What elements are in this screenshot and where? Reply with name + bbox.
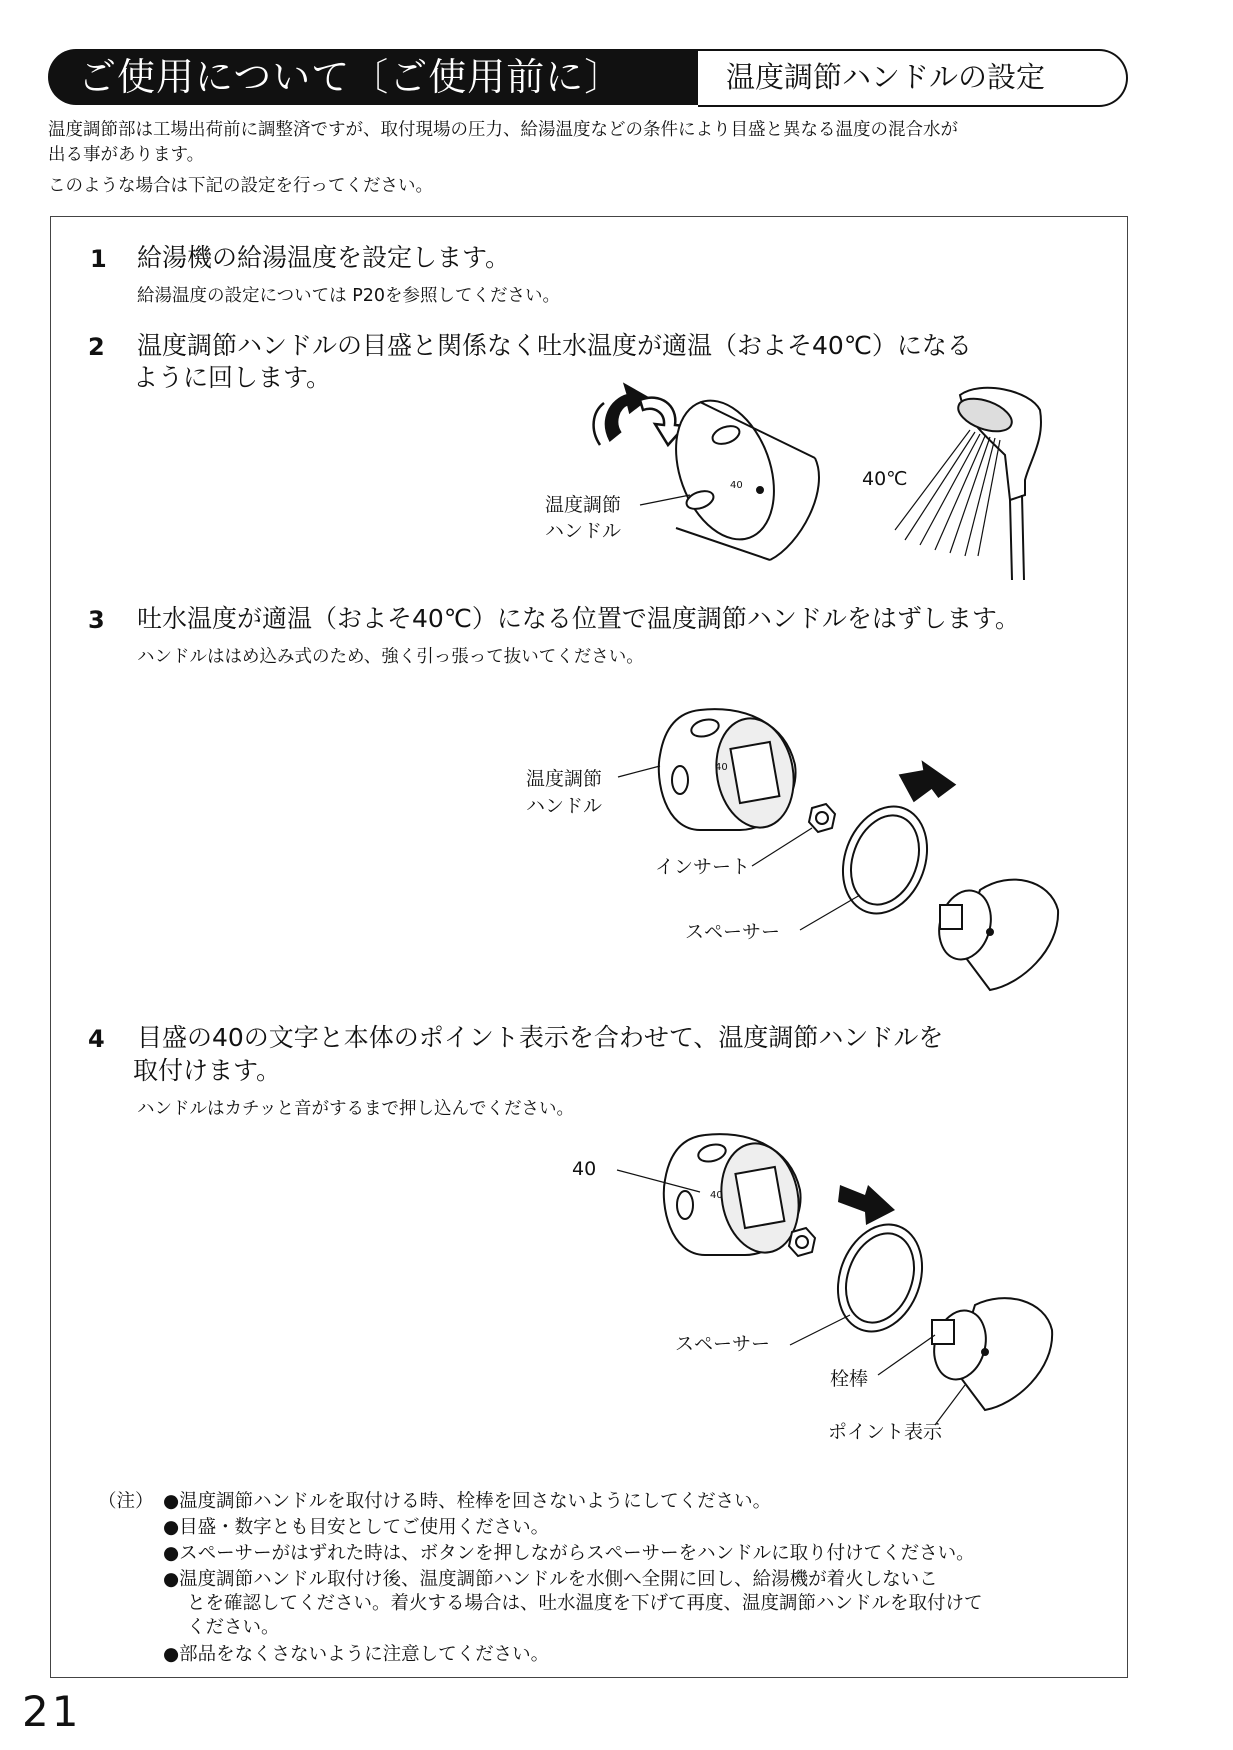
dial-mark-40: 40 — [730, 480, 743, 491]
intro-line-3: このような場合は下記の設定を行ってください。 — [48, 176, 433, 196]
fig4-direction-arrow-icon — [838, 1185, 895, 1225]
fig4-dial-mark-40: 40 — [710, 1190, 723, 1201]
fig4-handle-illustration — [664, 1134, 807, 1259]
note-item: ●温度調節ハンドル取付け後、温度調節ハンドルを水側へ全開に回し、給湯機が着火しないこ — [163, 1569, 938, 1590]
page-number: 21 — [22, 1687, 82, 1736]
fig4-stem-label: 栓棒 — [830, 1368, 869, 1390]
fig3-handle-label-line2: ハンドル — [526, 795, 603, 817]
intro-line-2: 出る事があります。 — [48, 145, 205, 165]
step-2-text-line2: ように回します。 — [133, 363, 332, 392]
fig4-valve-body-illustration — [927, 1298, 1052, 1410]
note-item-continuation: ください。 — [187, 1617, 280, 1638]
fig4-spacer-label: スペーサー — [675, 1333, 771, 1355]
fig2-handle-label-line2: ハンドル — [545, 520, 622, 542]
note-item: ●目盛・数字とも目安としてご使用ください。 — [163, 1517, 550, 1538]
fig4-insert-part-icon — [789, 1228, 815, 1256]
notes-prefix: （注） — [98, 1491, 154, 1512]
step-3-text: 吐水温度が適温（およそ40℃）になる位置で温度調節ハンドルをはずします。 — [137, 604, 1020, 633]
fig3-handle-label-line1: 温度調節 — [526, 768, 603, 790]
fig4-point-label: ポイント表示 — [828, 1421, 943, 1443]
fig2-handle-label-line1: 温度調節 — [545, 494, 622, 516]
step-1-text: 給湯機の給湯温度を設定します。 — [137, 243, 511, 272]
step-2-number: 2 — [88, 333, 105, 361]
step-3-number: 3 — [88, 606, 105, 634]
note-item: ●温度調節ハンドルを取付ける時、栓棒を回さないようにしてください。 — [163, 1491, 772, 1512]
fig4-mark-label: 40 — [572, 1158, 597, 1180]
section-subtitle: 温度調節ハンドルの設定 — [726, 60, 1046, 94]
fig4-spacer-ring-icon — [824, 1213, 937, 1344]
fig2-temperature-label: 40℃ — [862, 468, 908, 490]
step-1-subtext: 給湯温度の設定については P20を参照してください。 — [137, 286, 561, 306]
step-4-subtext: ハンドルはカチッと音がするまで押し込んでください。 — [137, 1099, 574, 1119]
intro-line-1: 温度調節部は工場出荷前に調整済ですが、取付現場の圧力、給湯温度などの条件により目盛と異なる温度の混合水が — [48, 120, 958, 140]
step-4-number: 4 — [88, 1025, 105, 1053]
note-item: ●部品をなくさないように注意してください。 — [163, 1644, 550, 1665]
step-4-text-line1: 目盛の40の文字と本体のポイント表示を合わせて、温度調節ハンドルを — [137, 1023, 944, 1052]
note-item: ●スペーサーがはずれた時は、ボタンを押しながらスペーサーをハンドルに取り付けてください。 — [163, 1543, 975, 1564]
fig3-dial-mark-40: 40 — [715, 762, 728, 773]
step-1-number: 1 — [90, 245, 107, 273]
fig3-spacer-label: スペーサー — [685, 921, 781, 943]
note-item-continuation: とを確認してください。着火する場合は、吐水温度を下げて再度、温度調節ハンドルを取付けて — [187, 1593, 983, 1614]
step-2-text-line1: 温度調節ハンドルの目盛と関係なく吐水温度が適温（およそ40℃）になる — [137, 331, 972, 360]
page-title: ご使用について〔ご使用前に〕 — [78, 55, 624, 99]
step-3-subtext: ハンドルははめ込み式のため、強く引っ張って抜いてください。 — [137, 647, 644, 667]
step-4-text-line2: 取付けます。 — [133, 1056, 282, 1085]
fig3-insert-label: インサート — [655, 856, 751, 878]
